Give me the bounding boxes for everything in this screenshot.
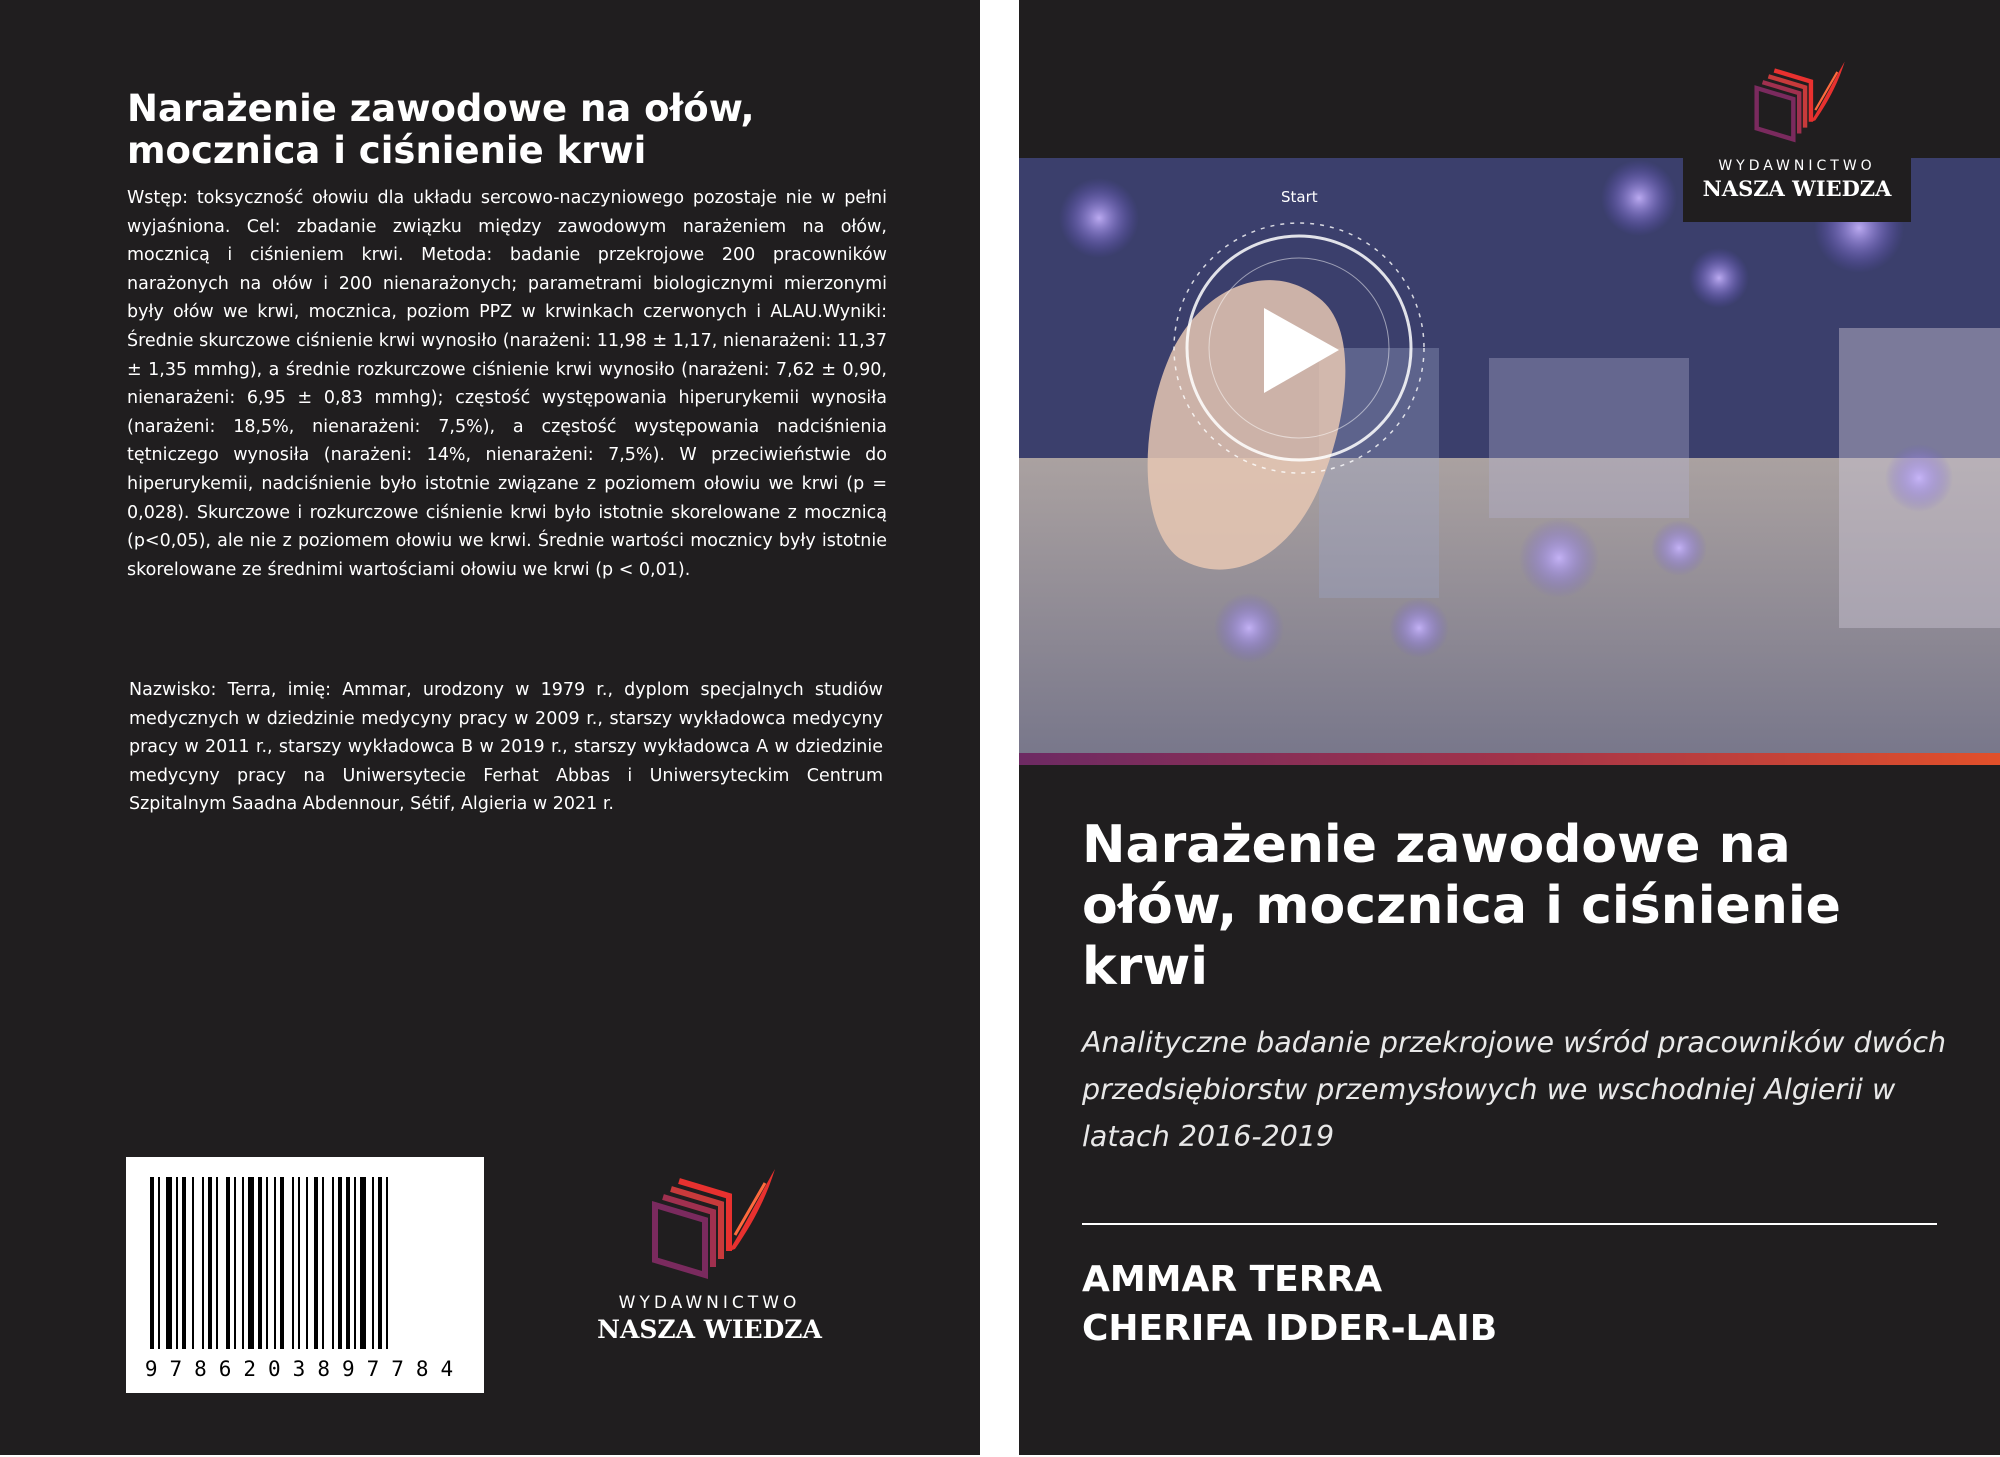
barcode-bar: [226, 1177, 230, 1349]
front-cover-title: Narażenie zawodowe na ołów, mocznica i ciśnienie krwi: [1082, 815, 1841, 997]
publisher-logo-front: [1683, 50, 1911, 222]
publisher-line2: NASZA WIEDZA: [597, 1315, 822, 1344]
barcode-bar: [280, 1177, 284, 1349]
barcode-bar: [338, 1177, 342, 1349]
barcode-digits: 9786203897784: [144, 1357, 466, 1381]
barcode-bar: [346, 1177, 350, 1349]
barcode-bar: [372, 1177, 374, 1349]
barcode-bar: [378, 1177, 382, 1349]
barcode-bar: [354, 1177, 356, 1349]
publisher-line2: NASZA WIEDZA: [1702, 176, 1892, 201]
barcode-bar: [360, 1177, 366, 1349]
barcode-bar: [150, 1177, 154, 1349]
barcode-bar: [332, 1177, 334, 1349]
book-quill-logo-icon: [1742, 56, 1852, 148]
barcode-bar: [176, 1177, 178, 1349]
barcode-bar: [248, 1177, 254, 1349]
barcode-bar: [266, 1177, 268, 1349]
divider: [1082, 1223, 1937, 1225]
barcode-bar: [242, 1177, 244, 1349]
barcode-bar: [216, 1177, 218, 1349]
cover-image: [1019, 158, 2000, 753]
barcode-bar: [292, 1177, 294, 1349]
publisher-line1: WYDAWNICTWO: [618, 1293, 801, 1313]
back-cover: [0, 0, 980, 1455]
book-quill-logo-icon: [635, 1165, 785, 1283]
publisher-line1: WYDAWNICTWO: [1718, 158, 1876, 174]
barcode-bar: [314, 1177, 318, 1349]
barcode-bar: [234, 1177, 236, 1349]
barcode-bar: [158, 1177, 160, 1349]
author-name: AMMAR TERRA: [1082, 1259, 1383, 1300]
front-cover-subtitle: Analityczne badanie przekrojowe wśród pracowników dwóch przedsiębiorstw przemysłowych we wschodniej Algierii w latach 2016-2019: [1082, 1026, 1947, 1153]
isbn-barcode: [126, 1157, 484, 1393]
barcode-bar: [208, 1177, 212, 1349]
barcode-bar: [202, 1177, 204, 1349]
cover-image-start-label: Start: [1281, 188, 1318, 206]
author-name: CHERIFA IDDER-LAIB: [1082, 1308, 1498, 1349]
barcode-bar: [166, 1177, 172, 1349]
barcode-bar: [274, 1177, 276, 1349]
barcode-bar: [386, 1177, 388, 1349]
barcode-bar: [298, 1177, 300, 1349]
author-bio: Nazwisko: Terra, imię: Ammar, urodzony w 1979 r., dyplom specjalnych studiów medycznych w dziedzinie medycyny pracy w 2009 r., starszy wykładowca medycyny pracy w 2011 r., starszy wykładowca B w 2019 r., starszy wykładowca A w dziedzinie medycyny pracy na Uniwersytecie Ferhat Abbas i Uniwersyteckim Centrum Szpitalnym Saadna Abdennour, Sétif, Algieria w 2021 r.: [129, 680, 883, 815]
accent-bar: [1019, 753, 2000, 765]
back-cover-abstract: Wstęp: toksyczność ołowiu dla układu sercowo-naczyniowego pozostaje nie w pełni wyjaśniona. Cel: zbadanie związku między zawodowym narażeniem na ołów, mocznicą i ciśnieniem krwi. Metoda: badanie przekrojowe 200 pracowników narażonych na ołów i 200 nienarażonych; parametrami biologicznymi mierzonymi były ołów we krwi, mocznica, poziom PPZ w krwinkach czerwonych i ALAU.Wyniki: Średnie skurczowe ciśnienie krwi wynosiło (narażeni: 11,98 ± 1,17, nienarażeni: 11,37 ± 1,35 mmhg), a średnie rozkurczowe ciśnienie krwi wynosiło (narażeni: 7,62 ± 0,90, nienarażeni: 6,95 ± 0,83 mmhg); częstość występowania hiperurykemii wynosiła (narażeni: 18,5%, nienarażeni: 7,5%), a częstość występowania nadciśnienia tętniczego wynosiła (narażeni: 14%, nienarażeni: 7,5%). W przeciwieństwie do hiperurykemii, nadciśnienie było istotnie związane z poziomem ołowiu we krwi (p = 0,028). Skurczowe i rozkurczowe ciśnienie krwi było istotnie skorelowane z mocznicą (p<0,05), ale nie z poziomem ołowiu we krwi. Średnie wartości mocznicy były istotnie skorelowane ze średnimi wartościami ołowiu we krwi (p < 0,01).: [127, 188, 887, 580]
barcode-bar: [258, 1177, 262, 1349]
barcode-bars: [146, 1177, 464, 1349]
publisher-logo-back: [587, 1165, 832, 1360]
cover-photo-illustration: [1019, 158, 2000, 753]
barcode-bar: [182, 1177, 186, 1349]
barcode-bar: [192, 1177, 194, 1349]
back-cover-title: Narażenie zawodowe na ołów, mocznica i ciśnienie krwi: [127, 87, 755, 172]
barcode-bar: [306, 1177, 308, 1349]
barcode-bar: [322, 1177, 324, 1349]
author-list: [1082, 1255, 1497, 1353]
